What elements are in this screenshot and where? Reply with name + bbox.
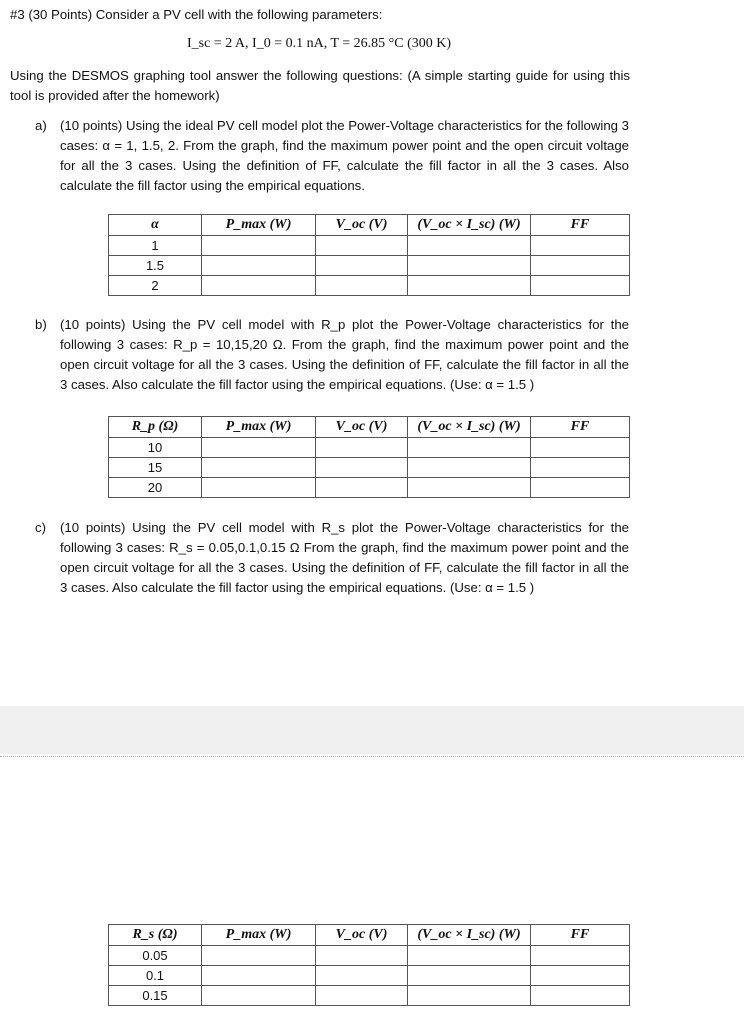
header-voc-isc: (V_oc × I_sc) (W) [408, 417, 531, 438]
intro-paragraph: Using the DESMOS graphing tool answer the following questions: (A simple starting guide for using this tool is provided after the homework) [10, 68, 630, 103]
empty-cell[interactable] [202, 236, 316, 256]
row-label: 0.05 [109, 946, 202, 966]
empty-cell[interactable] [408, 438, 531, 458]
empty-cell[interactable] [531, 256, 630, 276]
header-voc: V_oc (V) [316, 925, 408, 946]
header-ff: FF [531, 215, 630, 236]
table-c [108, 924, 630, 1006]
row-label: 0.15 [109, 986, 202, 1006]
table-row [109, 256, 630, 276]
table-row [109, 438, 630, 458]
table-row [109, 986, 630, 1006]
table-a [108, 214, 630, 296]
table-c-header-row [109, 925, 630, 946]
empty-cell[interactable] [408, 966, 531, 986]
header-alpha: α [109, 215, 202, 236]
header-voc: V_oc (V) [316, 417, 408, 438]
empty-cell[interactable] [408, 478, 531, 498]
page-break-band [0, 706, 744, 754]
empty-cell[interactable] [408, 276, 531, 296]
empty-cell[interactable] [531, 478, 630, 498]
empty-cell[interactable] [408, 986, 531, 1006]
empty-cell[interactable] [316, 458, 408, 478]
empty-cell[interactable] [531, 276, 630, 296]
part-b-marker: b) [35, 317, 47, 332]
empty-cell[interactable] [316, 966, 408, 986]
empty-cell[interactable] [202, 438, 316, 458]
row-label: 1.5 [109, 256, 202, 276]
table-row [109, 458, 630, 478]
empty-cell[interactable] [316, 986, 408, 1006]
row-label: 15 [109, 458, 202, 478]
row-label: 2 [109, 276, 202, 296]
header-pmax: P_max (W) [202, 925, 316, 946]
row-label: 20 [109, 478, 202, 498]
header-rp: R_p (Ω) [109, 417, 202, 438]
header-ff: FF [531, 417, 630, 438]
table-row [109, 276, 630, 296]
row-label: 0.1 [109, 966, 202, 986]
empty-cell[interactable] [408, 256, 531, 276]
table-b [108, 416, 630, 498]
empty-cell[interactable] [316, 478, 408, 498]
table-a-header-row [109, 215, 630, 236]
empty-cell[interactable] [316, 236, 408, 256]
empty-cell[interactable] [316, 256, 408, 276]
empty-cell[interactable] [531, 946, 630, 966]
header-pmax: P_max (W) [202, 215, 316, 236]
empty-cell[interactable] [316, 946, 408, 966]
row-label: 1 [109, 236, 202, 256]
part-c-marker: c) [35, 520, 46, 535]
empty-cell[interactable] [531, 966, 630, 986]
table-row [109, 946, 630, 966]
page-break-divider [0, 756, 744, 757]
problem-title: #3 (30 Points) Consider a PV cell with the following parameters: [10, 7, 383, 22]
empty-cell[interactable] [202, 276, 316, 296]
row-label: 10 [109, 438, 202, 458]
empty-cell[interactable] [202, 458, 316, 478]
part-b-text: (10 points) Using the PV cell model with R_p plot the Power-Voltage characteristics for the following 3 cases: R_p = 10,15,20 Ω. From the graph, find the maximum power point and the open circuit voltage for all the 3 cases. Using the definition of FF, calculate the fill factor in all the 3 cases. Also calculate the fill factor using the empirical equations. (Use: α = 1.5 ) [60, 317, 629, 392]
table-row [109, 478, 630, 498]
empty-cell[interactable] [531, 986, 630, 1006]
header-ff: FF [531, 925, 630, 946]
empty-cell[interactable] [408, 458, 531, 478]
header-rs: R_s (Ω) [109, 925, 202, 946]
table-row [109, 966, 630, 986]
empty-cell[interactable] [531, 458, 630, 478]
empty-cell[interactable] [202, 986, 316, 1006]
header-voc-isc: (V_oc × I_sc) (W) [408, 215, 531, 236]
empty-cell[interactable] [408, 236, 531, 256]
empty-cell[interactable] [202, 966, 316, 986]
empty-cell[interactable] [202, 478, 316, 498]
empty-cell[interactable] [202, 256, 316, 276]
part-a-text: (10 points) Using the ideal PV cell model plot the Power-Voltage characteristics for the following 3 cases: α = 1, 1.5, 2. From the graph, find the maximum power point and the open circuit voltage for all the 3 cases. Using the definition of FF, calculate the fill factor in all the 3 cases. Also calculate the fill factor using the empirical equations. [60, 118, 629, 193]
pv-parameters: I_sc = 2 A, I_0 = 0.1 nA, T = 26.85 °C (300 K) [186, 36, 452, 51]
header-pmax: P_max (W) [202, 417, 316, 438]
empty-cell[interactable] [316, 438, 408, 458]
empty-cell[interactable] [531, 236, 630, 256]
table-row [109, 236, 630, 256]
part-c-text: (10 points) Using the PV cell model with R_s plot the Power-Voltage characteristics for the following 3 cases: R_s = 0.05,0.1,0.15 Ω From the graph, find the maximum power point and the open circuit voltage for all the 3 cases. Using the definition of FF, calculate the fill factor in all the 3 cases. Also calculate the fill factor using the empirical equations. (Use: α = 1.5 ) [60, 520, 629, 595]
empty-cell[interactable] [316, 276, 408, 296]
header-voc-isc: (V_oc × I_sc) (W) [408, 925, 531, 946]
empty-cell[interactable] [531, 438, 630, 458]
table-b-header-row [109, 417, 630, 438]
empty-cell[interactable] [408, 946, 531, 966]
header-voc: V_oc (V) [316, 215, 408, 236]
empty-cell[interactable] [202, 946, 316, 966]
part-a-marker: a) [35, 118, 47, 133]
